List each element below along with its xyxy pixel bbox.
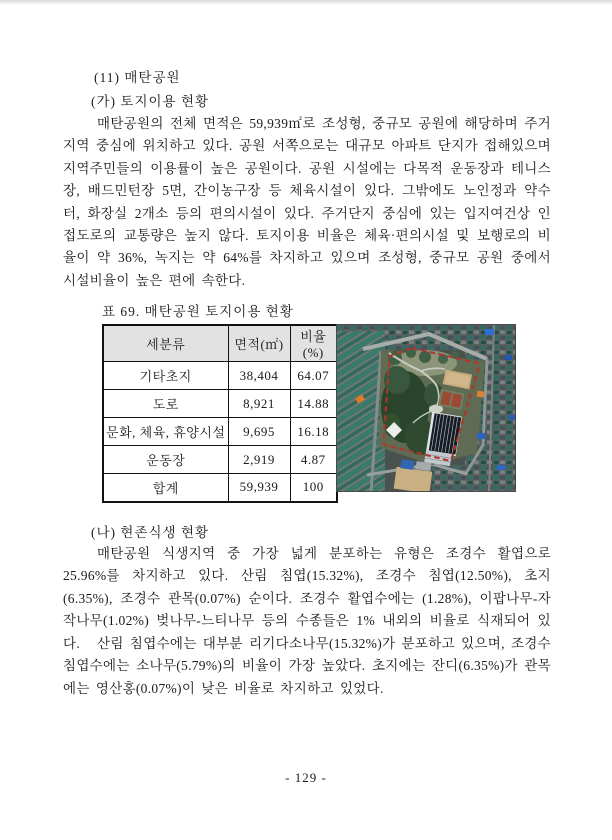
table-row — [103, 474, 337, 502]
table-row — [103, 418, 337, 446]
table-header-cell: 세분류 — [103, 325, 228, 362]
table-header-row — [103, 325, 337, 362]
table-row — [103, 362, 337, 390]
table-cell: 문화, 체육, 휴양시설 — [103, 418, 228, 446]
table-header-cell: 비율(%) — [290, 325, 337, 362]
table-row — [103, 446, 337, 474]
table-cell: 기타초지 — [103, 362, 228, 390]
table-caption: 표 69. 매탄공원 토지이용 현황 — [102, 304, 294, 319]
table-cell: 운동장 — [103, 446, 228, 474]
table-cell: 8,921 — [228, 390, 290, 418]
table-cell: 합계 — [103, 474, 228, 502]
table-cell: 도로 — [103, 390, 228, 418]
table-header-cell: 면적(㎡) — [228, 325, 290, 362]
table-cell: 100 — [290, 474, 337, 502]
table-cell: 2,919 — [228, 446, 290, 474]
land-use-table — [102, 324, 338, 503]
satellite-image — [336, 324, 516, 492]
table-row — [103, 390, 337, 418]
page-top-edge — [0, 0, 612, 5]
paragraph-vegetation-2: 산림 침엽수에는 대부분 리기다소나무(15.32%)가 분포하고 있으며, 조경수 침엽수에는 소나무(5.79%)의 비율이 가장 높았다. 초지에는 잔디(6.35%)가 관목에는 영산홍(0.07%)이 낮은 비율로 차지하고 있었다. — [63, 636, 551, 696]
table-cell: 4.87 — [290, 446, 337, 474]
subsection-heading-land-use: (가) 토지이용 현황 — [91, 94, 210, 109]
table-cell: 59,939 — [228, 474, 290, 502]
paragraph-land-use: 매탄공원의 전체 면적은 59,939㎡로 조성형, 중규모 공원에 해당하며 주거지역 중심에 위치하고 있다. 공원 서쪽으로는 대규모 아파트 단지가 접해있으며 지역주민들의 이용률이 높은 공원이다. 공원 시설에는 다목적 운동장과 테니스장, 배드민턴장 5면, 간이농구장 등 체육시설이 있다. 그밖에도 노인정과 약수터, 화장실 2개소 등의 편의시설이 있다. 주거단지 중심에 있는 입지여건상 인접도로의 교통량은 높지 않다. 토지이용 비율은 체육·편의시설 및 보행로의 비율이 약 36%, 녹지는 약 64%를 차지하고 있으며 조성형, 중규모 공원 중에서 시설비율이 높은 편에 속한다. — [63, 116, 551, 288]
paragraph-vegetation-1: 매탄공원 식생지역 중 가장 넓게 분포하는 유형은 조경수 활엽으로 25.96%를 차지하고 있다. 산림 침엽(15.32%), 조경수 침엽(12.50%), 초지(6.35%), 조경수 관목(0.07%) 순이다. 조경수 활엽수에는 (1.28%), 이팝나무-자작나무(1.02%) 벚나무-느티나무 등의 수종들은 1% 내외의 비율로 식재되어 있다. — [63, 546, 551, 651]
table-cell: 9,695 — [228, 418, 290, 446]
table-cell: 64.07 — [290, 362, 337, 390]
subsection-heading-vegetation: (나) 현존식생 현황 — [91, 525, 210, 540]
section-heading: (11) 매탄공원 — [94, 70, 181, 85]
table-cell: 14.88 — [290, 390, 337, 418]
page-number: - 129 - — [285, 770, 327, 785]
table-cell: 38,404 — [228, 362, 290, 390]
table-cell: 16.18 — [290, 418, 337, 446]
